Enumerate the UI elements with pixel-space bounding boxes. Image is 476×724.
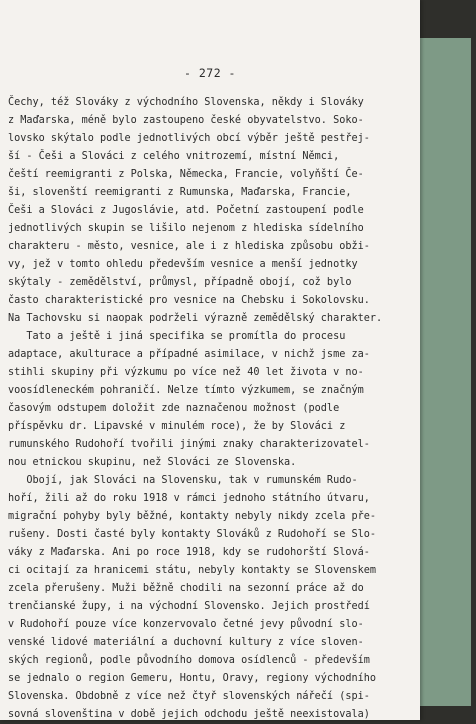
text-line: příspěvku dr. Lipavské v minulém roce), že by Slováci z <box>8 421 346 432</box>
text-line: rumunského Rudohoří tvořili jinými znaky charakterizovatel- <box>8 439 370 450</box>
text-line: skýtaly - zemědělství, průmysl, případně obojí, což bylo <box>8 277 352 288</box>
text-line: charakteru - město, vesnice, ale i z hlediska způsobu obži- <box>8 241 370 252</box>
text-line: ských regionů, podle původního domova osídlenců - především <box>8 655 370 666</box>
text-line: z Maďarska, méně bylo zastoupeno české obyvatelstvo. Soko- <box>8 115 364 126</box>
text-line: jednotlivých skupin se lišilo nejenom z hlediska sídelního <box>8 223 364 234</box>
text-line: v Rudohoří pouze více konzervovalo četné jevy původní slo- <box>8 619 364 630</box>
text-line: Češi a Slováci z Jugoslávie, atd. Početní zastoupení podle <box>8 205 364 216</box>
page-number: - 272 - <box>184 66 236 80</box>
text-line: se jednalo o region Gemeru, Hontu, Oravy, regiony východního <box>8 673 377 684</box>
text-line: stihli skupiny při výzkumu po více než 40 let života v no- <box>8 367 364 378</box>
text-line: zcela přerušeny. Muži běžně chodili na sezonní práce až do <box>8 583 364 594</box>
green-folder-edge <box>418 38 471 706</box>
body-text <box>8 94 412 724</box>
text-line: voosídleneckém pohraničí. Nelze tímto výzkumem, se značným <box>8 385 364 396</box>
text-line: ci ocitají za hranicemi státu, nebyly kontakty se Slovenskem <box>8 565 377 576</box>
text-line: ši, slovenští reemigranti z Rumunska, Maďarska, Francie, <box>8 187 352 198</box>
text-line: čeští reemigranti z Polska, Německa, Francie, volyňští Če- <box>8 169 364 180</box>
text-line: Slovenska. Obdobně z více než čtyř slovenských nářečí (spi- <box>8 691 370 702</box>
text-line: Obojí, jak Slováci na Slovensku, tak v rumunském Rudo- <box>8 475 358 486</box>
text-line: adaptace, akulturace a případné asimilace, v nichž jsme za- <box>8 349 370 360</box>
text-line: Čechy, též Slováky z východního Slovenska, někdy i Slováky <box>8 97 364 108</box>
text-line: trenčianské župy, i na východní Slovensko. Jejich prostředí <box>8 601 370 612</box>
text-line: hoří, žili až do roku 1918 v rámci jednoho státního útvaru, <box>8 493 370 504</box>
text-line: často charakteristické pro vesnice na Chebsku i Sokolovsku. <box>8 295 370 306</box>
text-line: Tato a ještě i jiná specifika se promítla do procesu <box>8 331 346 342</box>
text-line: lovsko skýtalo podle jednotlivých obcí výběr ještě pestřej- <box>8 133 370 144</box>
text-line: váky z Maďarska. Ani po roce 1918, kdy se rudohorští Slová- <box>8 547 370 558</box>
text-line: Na Tachovsku si naopak podrželi výrazně zemědělský charakter. <box>8 313 383 324</box>
text-line: vy, jež v tomto ohledu především vesnice a menší jednotky <box>8 259 358 270</box>
text-line: ší - Češi a Slováci z celého vnitrozemí, místní Němci, <box>8 151 340 162</box>
text-line: venské lidové materiální a duchovní kultury z více sloven- <box>8 637 364 648</box>
text-line: nou etnickou skupinu, než Slováci ze Slovenska. <box>8 457 297 468</box>
text-line: rušeny. Dosti časté byly kontakty Slováků z Rudohoří se Slo- <box>8 529 377 540</box>
text-line: migrační pohyby byly běžné, kontakty nebyly nikdy zcela pře- <box>8 511 377 522</box>
text-line: sovná slovenština v době jejich odchodu ještě neexistovala) <box>8 709 370 720</box>
text-line: časovým odstupem doložit zde naznačenou možnost (podle <box>8 403 340 414</box>
